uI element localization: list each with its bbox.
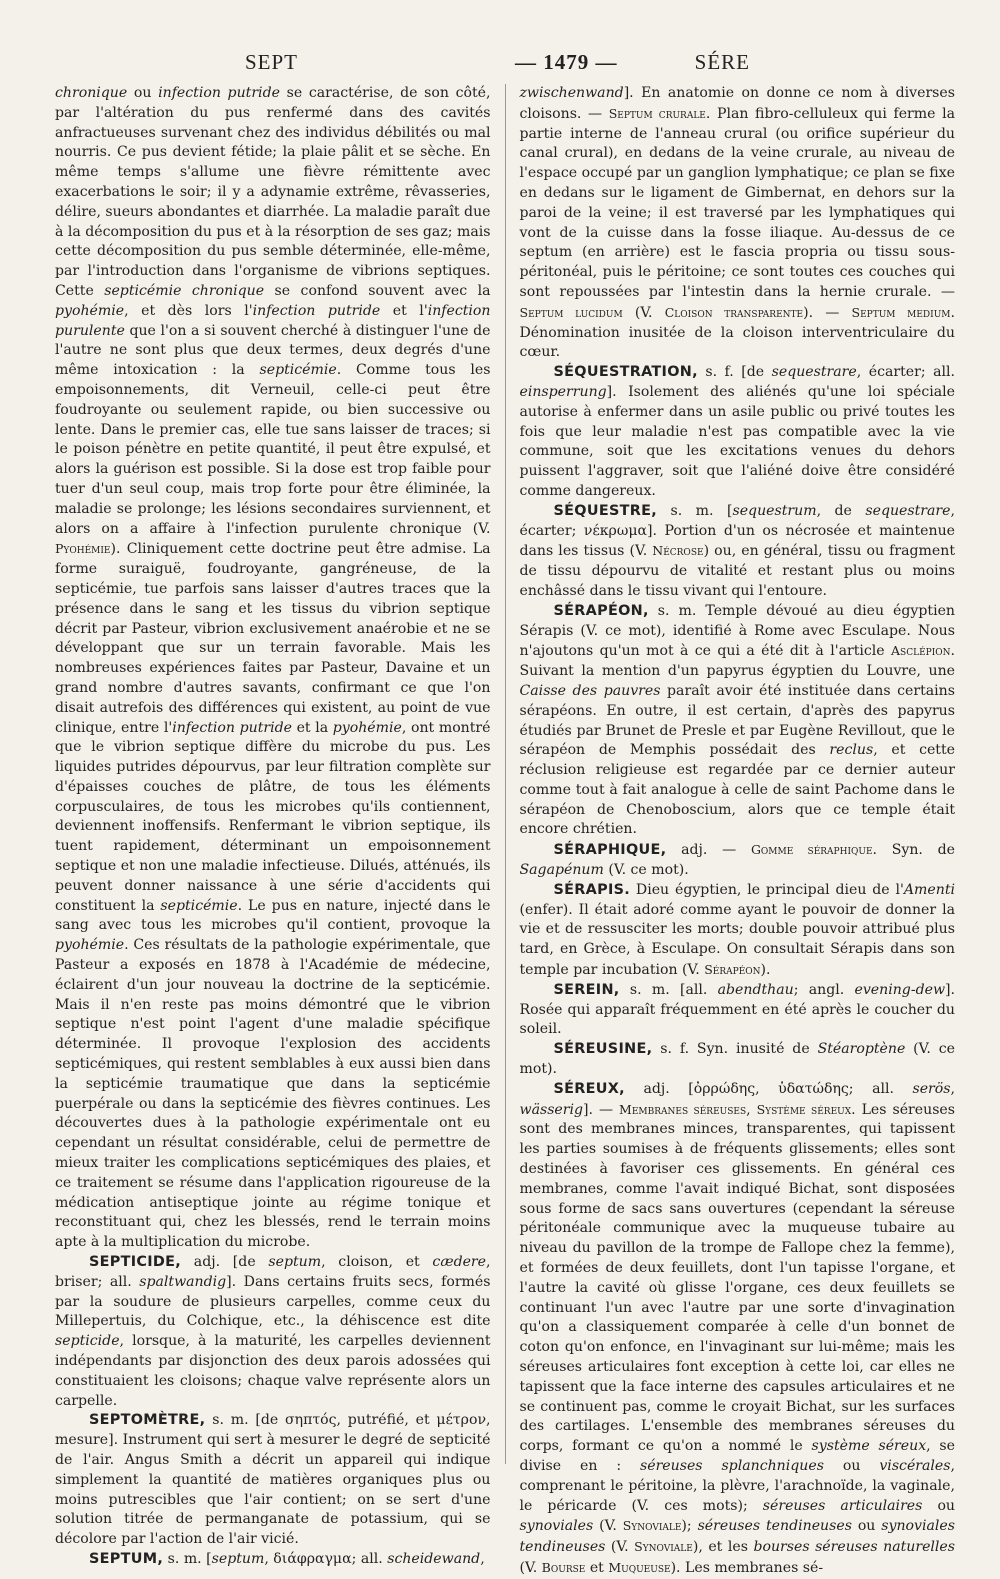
- running-head-left: SEPT: [245, 50, 299, 74]
- left-column: [55, 84, 491, 1567]
- entry-headword: SÉREUSINE,: [553, 1041, 653, 1058]
- entry-headword: SEPTUM,: [89, 1550, 164, 1567]
- continued-text: zwischenwand]. En anatomie on donne ce nom à diverses cloisons. — Septum crurale. Plan fibro-celluleux qui ferme la partie interne de l'anneau crural (ou orifice supérieur du canal crural), en dedans de la veine crurale, au niveau de l'espace occupé par un ganglion lymphatique; ce plan se fixe en dedans sur le ligament de Gimbernat, en dehors sur la paroi de la veine; il est traversé par les lymphatiques qui vont de la cuisse dans la fosse iliaque. Au-dessus de ce septum (en arrière) est le fascia propria ou tissu sous-péritonéal, puis le péritoine; ce sont toutes ces couches qui sont repoussées par l'intestin dans la hernie crurale. — Septum lucidum (V. Cloison transparente). — Septum medium. Dénomination inusitée de la cloison interventriculaire du cœur.: [519, 85, 955, 361]
- entry-body: s. m. [septum, διάφραγμα; all. scheidewand,: [163, 1550, 485, 1567]
- entry-body: s. m. [sequestrum, de sequestrare, écarter; νέκρωμα]. Portion d'un os nécrosée et maintenue dans les tissus (V. Nécrose) ou, en général, tissu ou fragment de tissu dépourvu de vitalité et restant plus ou moins enchâssé dans le tissu vivant qui l'entoure.: [519, 502, 955, 599]
- entry-headword: SÉQUESTRATION,: [553, 364, 698, 381]
- column-divider: [505, 84, 506, 1464]
- dictionary-entry: [55, 1550, 491, 1570]
- running-head-right: SÉRE: [694, 50, 750, 74]
- dictionary-entry: [520, 981, 956, 1040]
- right-column: [519, 84, 956, 1576]
- dictionary-entry: [520, 502, 956, 602]
- dictionary-entry: [520, 363, 956, 502]
- entry-body: s. m. [de σηπτός, putréfié, et μέτρον, mesure]. Instrument qui sert à mesurer le degré de septicité de l'air. Angus Smith a décrit un appareil qui indique simplement la quantité de matières organiques plus ou moins putrescibles que l'air contient; on se sert d'une solution titrée de permanganate de potassium, qui se décolore par l'action de l'air vicié.: [55, 1412, 491, 1548]
- entry-headword: SÉRAPHIQUE,: [553, 842, 667, 859]
- entry-body: adj. [ὀρρώδης, ὑδατώδης; all. serös, wässerig]. — Membranes séreuses, Système séreux. Les séreuses sont des membranes minces, transparentes, qui tapissent les parties soumises à de fréquents glissements; elles sont destinées à favoriser ces glissements. En général ces membranes, comme l'avait indiqué Bichat, sont disposées sous forme de sacs sans ouvertures (cependant la séreuse péritonéale communique avec la muqueuse tubaire au niveau du pavillon de la trompe de Fallope chez la femme), et formées de deux feuillets, dont l'un tapisse l'organe, et l'autre la cavité où glisse l'organe, ces deux feuillets se continuant l'un avec l'autre par une sorte d'invagination qu'on a classiquement comparée à celle d'un bonnet de coton qu'on enfonce, en l'invaginant sur lui-même; mais les séreuses articulaires font exception à cette loi, car elles ne tapissent que la face interne des capsules articulaires et ne se continuent pas, comme le croyait Bichat, sur les surfaces des cartilages. L'ensemble des membranes séreuses du corps, formant ce qu'on a nommé le système séreux, se divise en : séreuses splanchniques ou viscérales, comprenant le péritoine, la plèvre, l'arachnoïde, la vaginale, le péricarde (V. ces mots); séreuses articulaires ou synoviales (V. Synoviale); séreuses tendineuses ou synoviales tendineuses (V. Synoviale), et les bourses séreuses naturelles (V. Bourse et Muqueuse). Les membranes sé-: [519, 1080, 956, 1576]
- continued-text: chronique ou infection putride se caractérise, de son côté, par l'altération du pus renfermé dans des cavités anfractueuses survenant chez des individus débilités ou mal nourris. Ce pus devient fétide; la plaie pâlit et se sèche. En même temps s'allume une fièvre rémittente avec exacerbations le soir; il y a adynamie extrême, rêvasseries, délire, sueurs abondantes et diarrhée. La maladie paraît due à la décomposition du pus et à la résorption de ses gaz; mais cette décomposition du pus semble déterminée, elle-même, par l'introduction dans l'organisme de vibrions septiques. Cette septicémie chronique se confond souvent avec la pyohémie, et dès lors l'infection putride et l'infection purulente que l'on a si souvent cherché à distinguer l'une de l'autre ne sont plus que deux termes, deux degrés d'une même intoxication : la septicémie. Comme tous les empoisonnements, dit Verneuil, celle-ci peut être foudroyante ou seulement rapide, ou bien successive ou lente. Dans le premier cas, elle tue sans laisser de traces; si le poison pénètre en petite quantité, il peut être expulsé, et alors la guérison est possible. Si la dose est trop faible pour tuer d'un seul coup, mais trop forte pour être éliminée, la maladie se prolonge; les lésions secondaires surviennent, et alors on a affaire à l'infection purulente chronique (V. Pyohémie). Cliniquement cette doctrine peut être admise. La forme suraiguë, foudroyante, gangréneuse, de la septicémie, tue parfois sans laisser d'autres traces que la présence dans le sang et les tissus du vibrion septique décrit par Pasteur, vibrion exclusivement anaérobie et ne se développant que sur un terrain favorable. Mais les nombreuses expériences faites par Pasteur, Davaine et un grand nombre d'autres savants, confirmant ce que l'on disait autrefois des différences qui existent, au point de vue clinique, entre l'infection putride et la pyohémie, ont montré que le vibrion septique diffère du microbe du pus. Les liquides putrides dépourvus, par leur filtration complète sur d'épaisses couches de plâtre, de tous les éléments corpusculaires, de tous les microbes qu'ils contiennent, deviennent inoffensifs. Renfermant le vibrion septique, ils tuent rapidement, déterminant un empoisonnement septique et non une maladie infectieuse. Dilués, atténués, ils peuvent donner naissance à une série d'accidents qui constituent la septicémie. Le pus en nature, injecté dans le sang avec tous les microbes qu'il contient, provoque la pyohémie. Ces résultats de la pathologie expérimentale, que Pasteur a exposés en 1878 à l'Académie de médecine, éclairent d'un jour nouveau la doctrine de la septicémie. Mais il n'en reste pas moins démontré que le vibrion septique n'est point l'agent d'une maladie spécifique déterminée. Il provoque l'explosion des accidents septicémiques, qui restent semblables à eux aussi bien dans la septicémie traumatique que dans la septicémie puerpérale ou dans la septicémie des fièvres continues. Les découvertes dues à la pathologie expérimentale ont eu cependant un résultat considérable, celui de permettre de mieux traiter les complications septicémiques des plaies, et ce traitement se résume dans l'application rigoureuse de la médication antiseptique jointe au régime tonique et reconstituant qui, chez les blessés, rend le terrain moins apte à la multiplication du microbe.: [55, 85, 491, 1251]
- dictionary-entry: [520, 840, 956, 881]
- entry-headword: SÉQUESTRE,: [553, 502, 658, 519]
- entry-body: adj. [de septum, cloison, et cædere, briser; all. spaltwandig]. Dans certains fruits secs, formés par la soudure de plusieurs carpelles, comme ceux du Millepertuis, du Colchique, etc., la déhiscence est dite septicide, lorsque, à la maturité, les carpelles deviennent indépendants par disjonction des deux parois adossées qui constituaient les cloisons; chaque valve représente alors un carpelle.: [55, 1254, 491, 1409]
- dictionary-entry: [520, 1040, 956, 1080]
- entry-headword: SÉRAPIS.: [553, 881, 631, 898]
- dictionary-entry: [520, 1080, 956, 1579]
- entry-body: adj. — Gomme séraphique. Syn. de Sagapénum (V. ce mot).: [519, 842, 956, 879]
- entry-headword: SÉREUX,: [553, 1080, 625, 1097]
- entry-headword: SEREIN,: [553, 981, 620, 998]
- entry-body: s. m. Temple dévoué au dieu égyptien Sérapis (V. ce mot), identifié à Rome avec Esculape. Nous n'ajoutons qu'un mot à ce qui a été dit à l'article Asclépion. Suivant la mention d'un papyrus égyptien du Louvre, une Caisse des pauvres paraît avoir été instituée dans certains sérapéons. En outre, il est certain, d'après des papyrus étudiés par Brunet de Presle et par Eugène Revillout, que le sérapéon de Memphis possédait des reclus, et cette réclusion religieuse est regardée par ce dernier auteur comme tout à fait analogue à celle de saint Pachome dans le sérapéon de Chenoboscium, alors que ce temple était encore chrétien.: [519, 602, 955, 838]
- text-columns: [55, 84, 956, 1576]
- entry-headword: SEPTICIDE,: [89, 1254, 182, 1271]
- page-number: — 1479 —: [515, 50, 618, 74]
- entry-headword: SÉRAPÉON,: [553, 602, 649, 619]
- dictionary-entry: [55, 1411, 491, 1550]
- entry-body: s. f. Syn. inusité de Stéaroptène (V. ce mot).: [519, 1041, 956, 1078]
- dictionary-entry: [520, 602, 956, 841]
- page-header: [60, 50, 960, 80]
- entry-body: s. m. [all. abendthau; angl. evening-dew]. Rosée qui apparaît fréquemment en été après le coucher du soleil.: [519, 981, 955, 1038]
- dictionary-entry: [520, 881, 956, 981]
- entry-headword: SEPTOMÈTRE,: [89, 1412, 206, 1429]
- dictionary-entry: [55, 1253, 491, 1411]
- entry-body: s. f. [de sequestrare, écarter; all. einsperrung]. Isolement des aliénés qu'une loi spéciale autorise à enfermer dans un asile public ou privé toutes les fois que leur maladie n'est pas compatible avec la vie commune, soit que les excitations venues du dehors puissent l'aggraver, soit que l'aliéné doive être considéré comme dangereux.: [519, 364, 956, 499]
- entry-body: Dieu égyptien, le principal dieu de l'Amenti (enfer). Il était adoré comme ayant le pouvoir de donner la vie et de ressusciter les morts; double pouvoir attribué plus tard, en Grèce, à Esculape. On consultait Sérapis dans son temple par incubation (V. Sérapéon).: [519, 881, 955, 979]
